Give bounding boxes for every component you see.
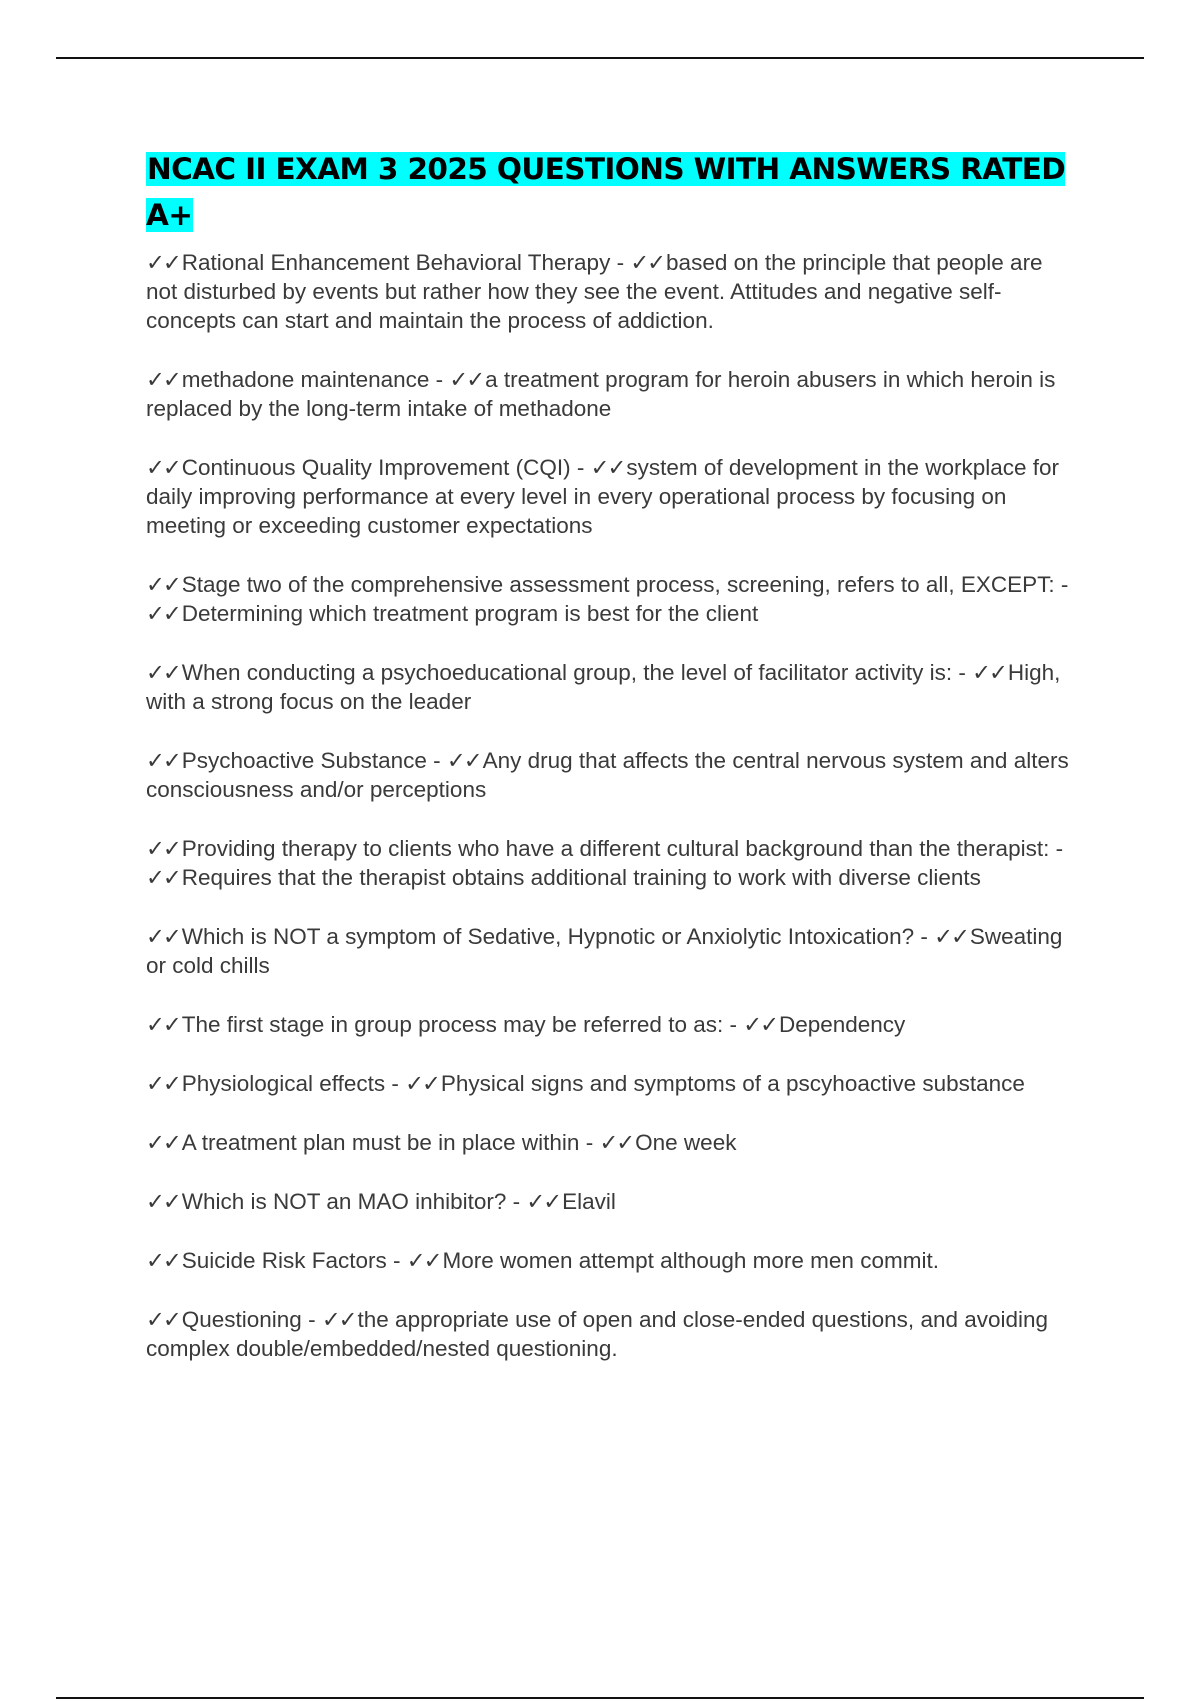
qa-answer: the appropriate use of open and close-ended questions, and avoiding complex double/embedded/nested questioning.	[146, 1307, 1049, 1361]
qa-separator: -	[506, 1189, 527, 1214]
double-check-icon: ✓✓	[146, 250, 180, 275]
header-rule	[56, 57, 1144, 59]
double-check-icon: ✓✓	[146, 455, 180, 480]
qa-term: Providing therapy to clients who have a different cultural background than the therapist:	[181, 836, 1050, 861]
qa-term: When conducting a psychoeducational group, the level of facilitator activity is:	[181, 660, 953, 685]
double-check-icon: ✓✓	[146, 1071, 180, 1096]
document-title	[146, 146, 1076, 238]
double-check-icon: ✓✓	[146, 572, 180, 597]
qa-item	[146, 746, 1076, 804]
double-check-icon: ✓✓	[146, 367, 180, 392]
qa-term: Rational Enhancement Behavioral Therapy	[181, 250, 611, 275]
double-check-icon: ✓✓	[146, 1012, 180, 1037]
double-check-icon: ✓✓	[446, 748, 481, 773]
qa-item	[146, 1246, 1076, 1275]
qa-answer: Requires that the therapist obtains additional training to work with diverse clients	[181, 865, 981, 890]
qa-item	[146, 570, 1076, 628]
title-highlight: NCAC II EXAM 3 2025 QUESTIONS WITH ANSWERS RATED A+	[146, 152, 1066, 232]
qa-answer: Elavil	[562, 1189, 616, 1214]
double-check-icon: ✓✓	[146, 748, 180, 773]
double-check-icon: ✓✓	[743, 1012, 777, 1037]
qa-separator: -	[1054, 572, 1069, 597]
qa-item	[146, 1069, 1076, 1098]
double-check-icon: ✓✓	[146, 836, 180, 861]
double-check-icon: ✓✓	[146, 601, 180, 626]
qa-separator: -	[570, 455, 591, 480]
qa-item	[146, 658, 1076, 716]
qa-term: The first stage in group process may be referred to as:	[181, 1012, 724, 1037]
qa-separator: -	[952, 660, 973, 685]
qa-answer: More women attempt although more men commit.	[442, 1248, 939, 1273]
qa-term: Psychoactive Substance	[181, 748, 427, 773]
double-check-icon: ✓✓	[146, 865, 180, 890]
qa-item	[146, 1128, 1076, 1157]
qa-separator: -	[610, 250, 631, 275]
qa-item	[146, 1010, 1076, 1039]
qa-term: Stage two of the comprehensive assessment process, screening, refers to all, EXCEPT:	[181, 572, 1055, 597]
double-check-icon: ✓✓	[599, 1130, 634, 1155]
qa-term: Which is NOT a symptom of Sedative, Hypnotic or Anxiolytic Intoxication?	[181, 924, 915, 949]
qa-answer: High, with a strong focus on the leader	[146, 660, 1061, 714]
qa-answer: One week	[635, 1130, 737, 1155]
qa-answer: Dependency	[778, 1012, 906, 1037]
double-check-icon: ✓✓	[405, 1071, 439, 1096]
double-check-icon: ✓✓	[590, 455, 625, 480]
qa-item	[146, 248, 1076, 335]
double-check-icon: ✓✓	[146, 924, 180, 949]
qa-separator: -	[385, 1071, 406, 1096]
double-check-icon: ✓✓	[146, 1189, 180, 1214]
qa-answer: system of development in the workplace for daily improving performance at every level in every operational process by focusing on meeting or exceeding customer expectations	[146, 455, 1060, 538]
qa-item	[146, 1187, 1076, 1216]
qa-answer: Physical signs and symptoms of a pscyhoactive substance	[440, 1071, 1025, 1096]
double-check-icon: ✓✓	[321, 1307, 356, 1332]
qa-term: methadone maintenance	[181, 367, 430, 392]
qa-answer: Sweating or cold chills	[146, 924, 1063, 978]
qa-answer: a treatment program for heroin abusers in which heroin is replaced by the long-term intake of methadone	[146, 367, 1056, 421]
double-check-icon: ✓✓	[146, 1130, 180, 1155]
qa-term: Questioning	[181, 1307, 302, 1332]
qa-term: A treatment plan must be in place within	[181, 1130, 580, 1155]
qa-separator: -	[723, 1012, 744, 1037]
double-check-icon: ✓✓	[630, 250, 665, 275]
qa-item	[146, 453, 1076, 540]
footer-rule	[56, 1697, 1144, 1699]
qa-item	[146, 922, 1076, 980]
qa-separator: -	[386, 1248, 407, 1273]
qa-separator: -	[426, 748, 447, 773]
qa-answer: Any drug that affects the central nervous system and alters consciousness and/or perceptions	[146, 748, 1069, 802]
double-check-icon: ✓✓	[406, 1248, 441, 1273]
double-check-icon: ✓✓	[972, 660, 1006, 685]
qa-term: Continuous Quality Improvement (CQI)	[181, 455, 571, 480]
qa-list	[146, 248, 1076, 1363]
qa-separator: -	[579, 1130, 600, 1155]
qa-term: Suicide Risk Factors	[181, 1248, 387, 1273]
qa-item	[146, 834, 1076, 892]
qa-separator: -	[429, 367, 450, 392]
double-check-icon: ✓✓	[934, 924, 968, 949]
qa-separator: -	[1049, 836, 1064, 861]
qa-separator: -	[301, 1307, 322, 1332]
document-body	[146, 146, 1076, 1393]
qa-term: Physiological effects	[181, 1071, 386, 1096]
double-check-icon: ✓✓	[146, 660, 180, 685]
qa-answer: based on the principle that people are not disturbed by events but rather how they see the event. Attitudes and negative self- concepts can start and maintain the process of addiction.	[146, 250, 1043, 333]
qa-term: Which is NOT an MAO inhibitor?	[181, 1189, 507, 1214]
qa-answer: Determining which treatment program is best for the client	[181, 601, 759, 626]
qa-item	[146, 365, 1076, 423]
double-check-icon: ✓✓	[526, 1189, 561, 1214]
qa-separator: -	[914, 924, 935, 949]
double-check-icon: ✓✓	[146, 1307, 180, 1332]
qa-item	[146, 1305, 1076, 1363]
double-check-icon: ✓✓	[146, 1248, 180, 1273]
double-check-icon: ✓✓	[449, 367, 484, 392]
